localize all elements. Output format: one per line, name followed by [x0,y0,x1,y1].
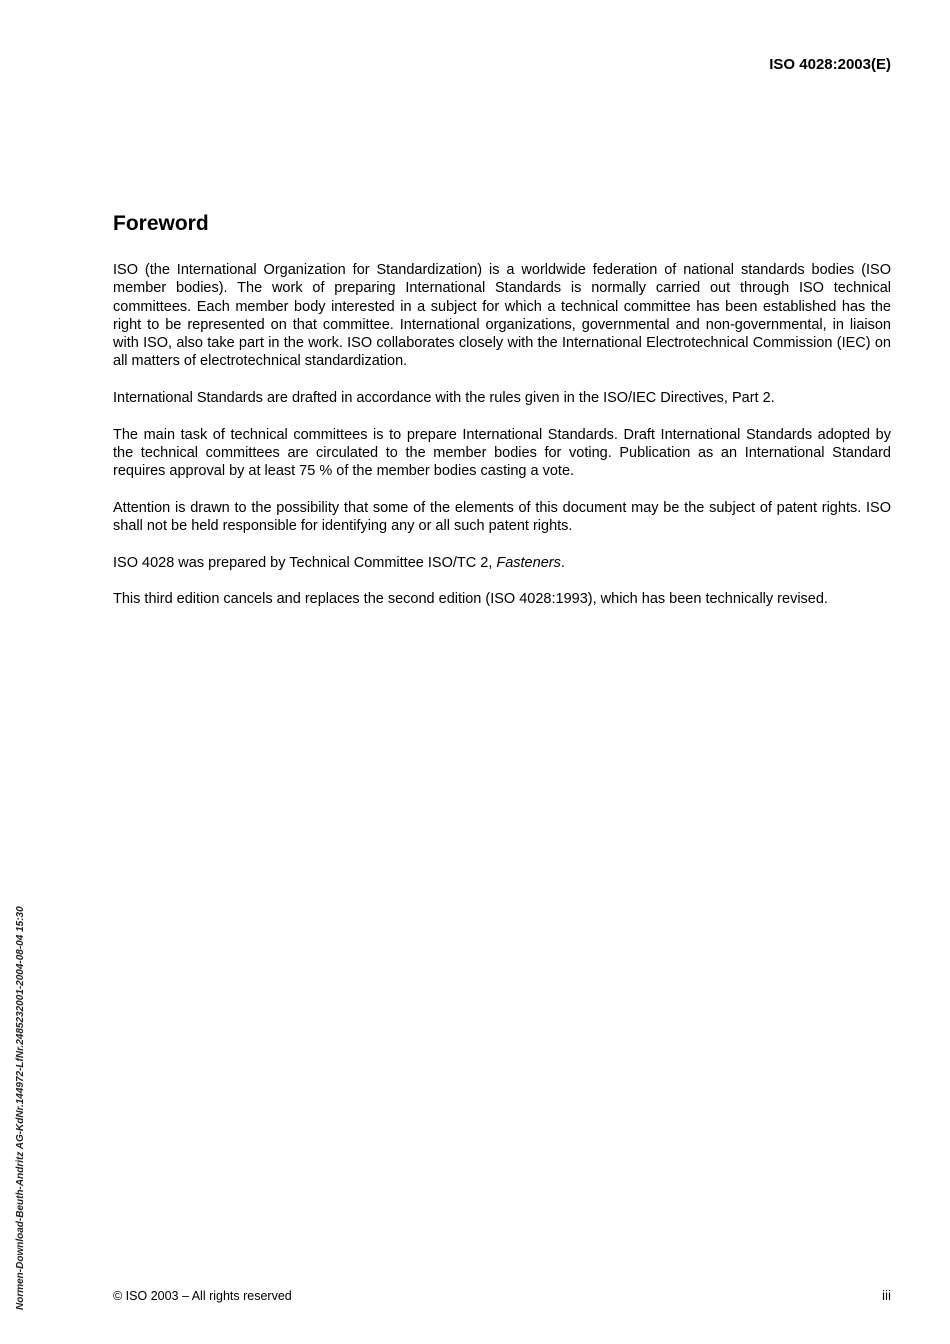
paragraph-patent-rights: Attention is drawn to the possibility that some of the elements of this document may be the subject of patent rights. ISO shall not be held responsible for identifying any or all such patent rights. [113,499,891,535]
page-title: Foreword [113,212,209,235]
committee-name: Fasteners [496,554,561,571]
paragraph-iso-overview: ISO (the International Organization for Standardization) is a worldwide federation of national standards bodies (ISO member bodies). The work of preparing International Standards is normally carried out through ISO technical committees. Each member body interested in a subject for which a technical committee has been established has the right to be represented on that committee. International organizations, governmental and non-governmental, in liaison with ISO, also take part in the work. ISO collaborates closely with the International Electrotechnical Commission (IEC) on all matters of electrotechnical standardization. [113,262,891,370]
download-stamp: Normen-Download-Beuth-Andritz AG-KdNr.144972-LfNr.2485232001-2004-08-04 15:30 [15,906,26,1310]
paragraph-main-task: The main task of technical committees is to prepare International Standards. Draft International Standards adopted by the technical committees are circulated to the member bodies for voting. Publication as an International Standard requires approval by at least 75 % of the member bodies casting a vote. [113,426,891,480]
footer-copyright: © ISO 2003 – All rights reserved [113,1289,292,1303]
footer-page-number: iii [882,1288,891,1303]
document-id: ISO 4028:2003(E) [769,56,891,73]
prepared-by-text: ISO 4028 was prepared by Technical Committee ISO/TC 2, [113,554,497,571]
paragraph-directives: International Standards are drafted in accordance with the rules given in the ISO/IEC Directives, Part 2. [113,390,775,407]
foreword-body [113,261,891,609]
paragraph-prepared-by [113,554,891,572]
prepared-by-suffix: . [560,554,565,571]
paragraph-edition-note: This third edition cancels and replaces the second edition (ISO 4028:1993), which has been technically revised. [113,591,828,608]
